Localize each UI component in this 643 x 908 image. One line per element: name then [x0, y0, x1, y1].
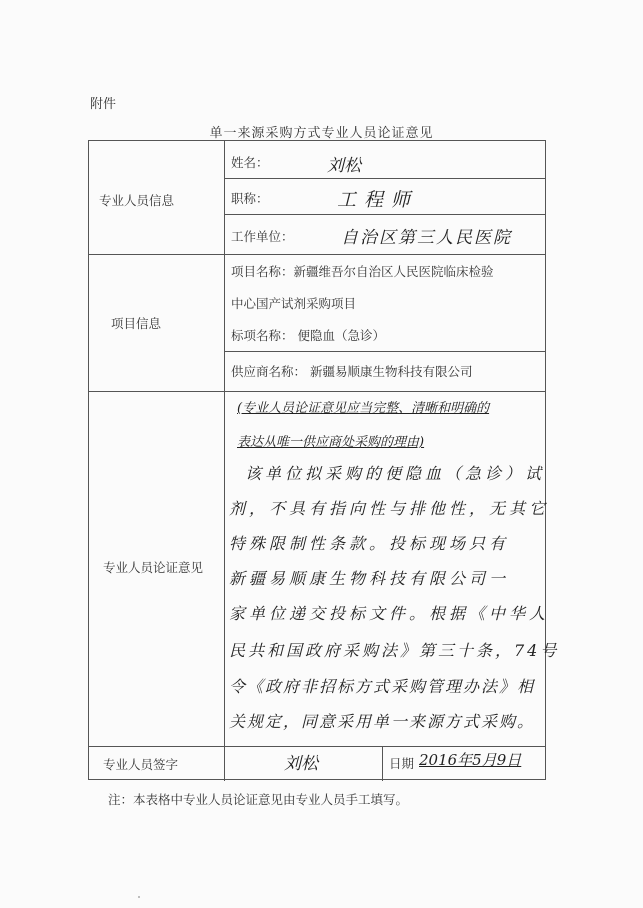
lot-name: 标项名称： 便隐血（急诊） — [231, 328, 385, 343]
project-name-line2: 中心国产试剂采购项目 — [231, 296, 357, 311]
project-name-line1: 项目名称：新疆维吾尔自治区人民医院临床检验 — [231, 264, 494, 279]
footer-note: 注：本表格中专业人员论证意见由专业人员手工填写。 — [108, 792, 409, 807]
document-title: 单一来源采购方式专业人员论证意见 — [209, 126, 434, 141]
instruction-line2: 表达从唯一供应商处采购的理由) — [237, 435, 425, 450]
row-line — [89, 254, 546, 255]
annex-label: 附件 — [90, 97, 117, 112]
section-opinion: 专业人员论证意见 — [103, 560, 204, 575]
title-handwritten: 工程师 — [337, 189, 419, 211]
opinion-line: 新疆易顺康生物科技有限公司一 — [229, 569, 510, 588]
scan-speck — [138, 896, 140, 898]
row-line — [224, 178, 546, 179]
opinion-line: 民共和国政府采购法》第三十条，74号 — [229, 641, 560, 660]
opinion-line: 剂，不具有指向性与排他性，无其它 — [229, 499, 550, 518]
row-line — [224, 351, 546, 352]
signature-date-divider — [382, 746, 383, 781]
unit-label: 工作单位： — [231, 229, 294, 244]
date-handwritten: 2016年5月9日 — [419, 751, 522, 769]
unit-handwritten: 自治区第三人民医院 — [341, 228, 512, 248]
opinion-line: 家单位递交投标文件。根据《中华人 — [229, 604, 550, 623]
section-signature: 专业人员签字 — [103, 757, 179, 772]
name-handwritten: 刘松 — [327, 156, 361, 176]
instruction-line1: (专业人员论证意见应当完整、清晰和明确的 — [237, 401, 490, 416]
signature-handwritten: 刘松 — [284, 754, 318, 774]
opinion-form-table — [88, 140, 560, 780]
row-line — [89, 391, 546, 392]
opinion-line: 令《政府非招标方式采购管理办法》相 — [229, 677, 536, 696]
column-divider — [224, 141, 225, 781]
title-label: 职称： — [231, 191, 269, 206]
supplier-name: 供应商名称： 新疆易顺康生物科技有限公司 — [231, 364, 473, 379]
opinion-line: 特殊限制性条款。投标现场只有 — [229, 534, 510, 553]
section-project-info: 项目信息 — [111, 316, 162, 331]
date-label: 日期 — [389, 756, 415, 771]
row-line — [89, 746, 546, 747]
row-line — [224, 214, 546, 215]
opinion-line: 关规定，同意采用单一来源方式采购。 — [229, 712, 536, 731]
name-label: 姓名： — [231, 155, 269, 170]
section-expert-info: 专业人员信息 — [99, 193, 175, 208]
opinion-line: 该单位拟采购的便隐血（急诊）试 — [245, 464, 546, 483]
